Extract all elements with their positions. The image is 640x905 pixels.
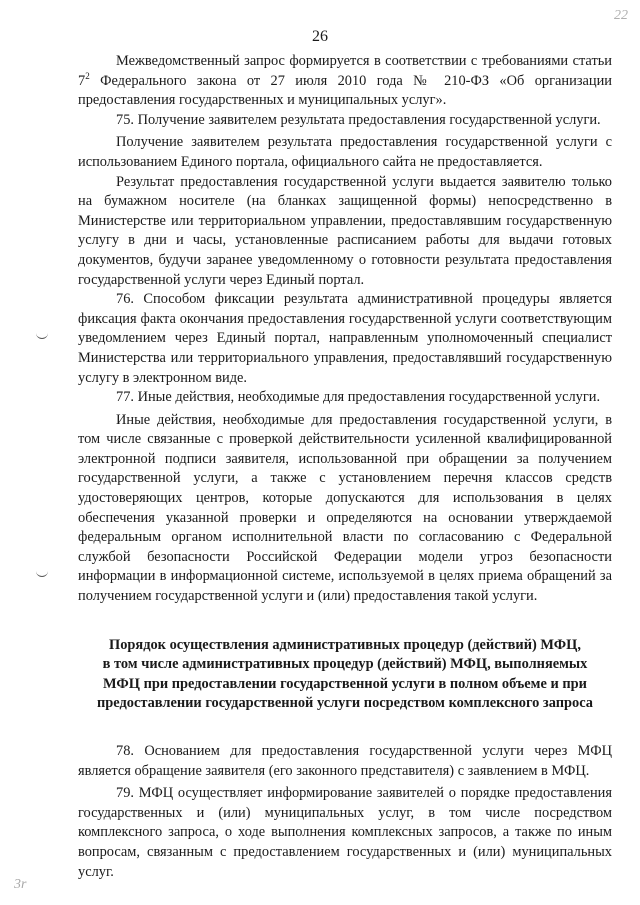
paragraph-79: 79. МФЦ осуществляет информирование заявителей о порядке предоставления государственных и (или) муниципальных услуг, в том числе посредством комплексного запроса, о ходе выполнения комплексных запросов, а также по иным вопросам, связанным с предоставлением государственных и (или) муниципальных услуг. [78,785,612,880]
paragraph-76: 76. Способом фиксации результата административной процедуры является фиксация факта окончания предоставления государственной услуги соответствующим уведомлением через Единый портал, направленным уполномоченный специалист Министерства или территориального управления, предоставлявший государственную услугу в электронном виде. [78,291,612,386]
heading-line: МФЦ при предоставлении государственной услуги в полном объеме и при [103,675,587,692]
heading-line: в том числе административных процедур (действий) МФЦ, выполняемых [102,656,588,673]
paragraph-75-result: Результат предоставления государственной услуги выдается заявителю только на бумажном носителе (на бланках защищенной формы) непосредственно в Министерстве или территориальном управлении, предоставлявшим государственную услугу в дни и часы, установленные расписанием работы для выдачи готовых документов, будучи заранее уведомленному о готовности результата предоставления государственной услуги через Единый портал. [78,173,612,288]
corner-page-mark: 22 [614,8,628,23]
superscript: 2 [85,70,90,81]
paragraph-77-other-actions: Иные действия, необходимые для предоставления государственной услуги, в том числе связанные с проверкой действительности усиленной квалифицированной электронной подписи заявителя, использованной при обращении за получением государственной услуги, а также с установлением перечня классов средств удостоверяющих центров, которые допускаются для использования в целях обеспечения указанной проверки и определяются на основании утверждаемой федеральным органом исполнительной власти по согласованию с Федеральной службой безопасности Российской Федерации модели угроз безопасности информации в информационной системе, используемой в целях приема обращений за получением государственной услуги и (или) предоставления такой услуги. [78,411,612,605]
heading-line: предоставлении государственной услуги посредством комплексного запроса [97,695,593,712]
margin-tick-mark [36,570,48,577]
bottom-page-mark: 3r [14,877,27,892]
page-number: 26 [312,28,328,45]
heading-line: Порядок осуществления административных процедур (действий) МФЦ, [109,636,581,653]
paragraph-75: 75. Получение заявителем результата предоставления государственной услуги. [116,111,601,128]
document-body [78,52,612,882]
section-heading [78,636,612,714]
paragraph-77: 77. Иные действия, необходимые для предоставления государственной услуги. [116,389,601,406]
paragraph-75-portal: Получение заявителем результата предоставления государственной услуги с использованием Единого портала, официального сайта не предоставляется. [78,134,612,170]
paragraph-interagency-request: Межведомственный запрос формируется в соответствии с требованиями статьи $7^2$ Федерального закона от 27 июля 2010 года № 210-ФЗ «Об организации предоставления государственных и муниципальных услуг». [78,53,612,109]
margin-tick-mark [36,332,48,339]
paragraph-78: 78. Основанием для предоставления государственной услуги через МФЦ является обращение заявителя (его законного представителя) с заявлением в МФЦ. [78,743,612,779]
